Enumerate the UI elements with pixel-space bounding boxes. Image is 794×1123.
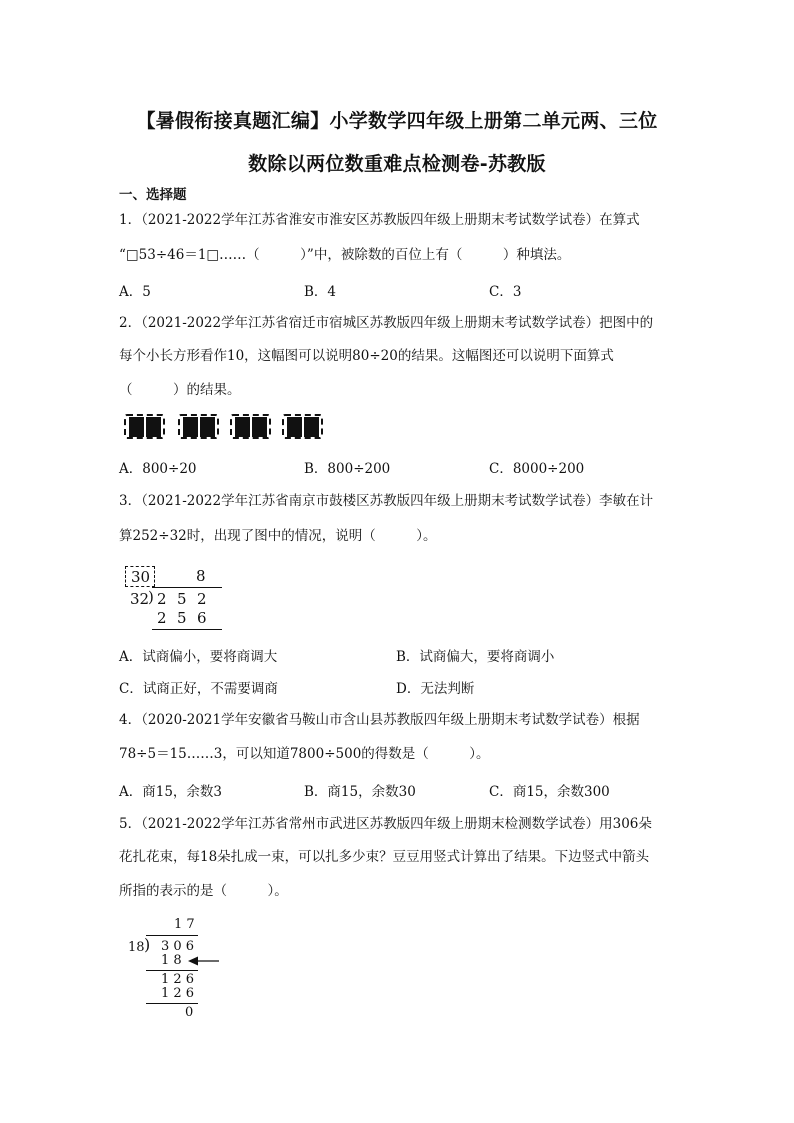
second-product: 1 2 6 [161,986,195,1001]
rectangle-group-4 [282,414,323,439]
q2-line-3: （ ）的结果。 [119,382,241,398]
rectangle-group-1 [124,414,165,439]
section-heading: 一、选择题 [119,187,187,203]
rectangle-group-2 [178,414,219,439]
q3-line-2: 算252÷32时，出现了图中的情况，说明（ ）。 [119,528,437,544]
q4-option-a: A．商15，余数3 [119,784,223,800]
q1-line-2: “□53÷46＝1□……（ ）”中，被除数的百位上有（ ）种填法。 [119,247,571,263]
division-bracket: ) [144,935,151,954]
document-title-line-1: 【暑假衔接真题汇编】小学数学四年级上册第二单元两、三位 [136,110,658,132]
small-rectangle [287,417,302,437]
small-rectangle [129,417,144,437]
q2-option-c: C．8000÷200 [489,461,585,477]
quotient: 1 7 [174,917,195,932]
q3-option-b: B．试商偏大，要将商调小 [396,649,555,665]
q3-option-c: C．试商正好，不需要调商 [119,681,278,697]
division-bar [146,935,198,936]
subtraction-line-1 [146,970,198,971]
q4-option-b: B．商15，余数30 [304,784,416,800]
small-rectangle [304,417,319,437]
divisor: 18 [128,940,145,955]
q2-option-a: A．800÷20 [119,461,197,477]
q4-line-1: 4．（2020-2021学年安徽省马鞍山市含山县苏教版四年级上册期末考试数学试卷）根据 [119,712,640,728]
remainder: 0 [185,1005,194,1020]
divisor: 32 [130,590,150,608]
first-product: 1 8 [161,953,182,968]
q2-line-1: 2．（2021-2022学年江苏省宿迁市宿城区苏教版四年级上册期末考试数学试卷）把图中的 [119,315,654,331]
q5-line-3: 所指的表示的是（ ）。 [119,883,288,899]
trial-quotient: 30 [131,568,151,586]
q1-option-b: B．4 [304,284,337,300]
dividend-digit: 2 [197,590,207,608]
rectangle-group-3 [230,414,271,439]
product-digit: 2 [157,609,167,627]
subtraction-line-2 [146,1003,198,1004]
division-bracket: ) [148,588,154,606]
q3-option-a: A．试商偏小，要将商调大 [119,649,278,665]
q5-line-2: 花扎花束，每18朵扎成一束，可以扎多少束？豆豆用竖式计算出了结果。下边竖式中箭头 [119,849,650,865]
dividend: 3 0 6 [161,939,195,954]
q3-option-d: D．无法判断 [396,681,475,697]
dividend-digit: 5 [177,590,187,608]
q1-line-1: 1．（2021-2022学年江苏省淮安市淮安区苏教版四年级上册期末考试数学试卷）在算式 [119,212,640,228]
small-rectangle [200,417,215,437]
small-rectangle [252,417,267,437]
dividend-digit: 2 [157,590,167,608]
q1-option-a: A．5 [119,284,151,300]
quotient-digit: 8 [196,567,206,585]
q2-line-2: 每个小长方形看作10，这幅图可以说明80÷20的结果。这幅图还可以说明下面算式 [119,348,614,364]
q5-long-division-figure [126,917,236,1021]
small-rectangle [235,417,250,437]
arrow-icon [188,955,220,967]
small-rectangle [183,417,198,437]
partial-dividend: 1 2 6 [161,972,195,987]
q4-option-c: C．商15，余数300 [489,784,610,800]
product-digit: 6 [197,609,207,627]
q1-option-c: C．3 [489,284,522,300]
division-bar [152,587,222,588]
q3-long-division-figure [124,563,234,633]
q4-line-2: 78÷5＝15……3，可以知道7800÷500的得数是（ ）。 [119,746,490,762]
q5-line-1: 5．（2021-2022学年江苏省常州市武进区苏教版四年级上册期末检测数学试卷）用306朵 [119,816,652,832]
q2-option-b: B．800÷200 [304,461,391,477]
small-rectangle [146,417,161,437]
q3-line-1: 3．（2021-2022学年江苏省南京市鼓楼区苏教版四年级上册期末考试数学试卷）李敏在计 [119,493,654,509]
product-digit: 5 [177,609,187,627]
subtraction-line [152,629,222,630]
document-title-line-2: 数除以两位数重难点检测卷-苏教版 [248,153,546,175]
